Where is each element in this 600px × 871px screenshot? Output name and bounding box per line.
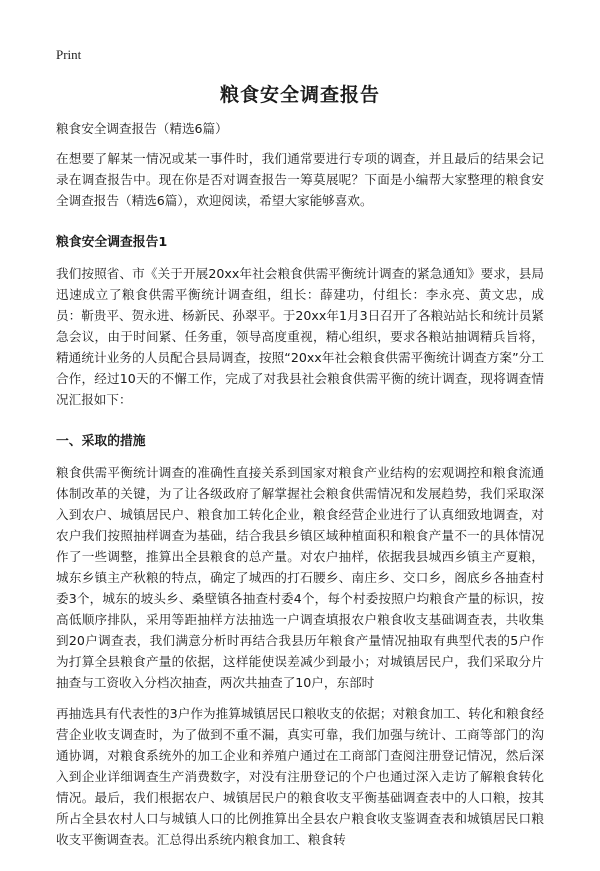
document-subtitle: 粮食安全调查报告（精选6篇） <box>56 121 228 136</box>
section-heading-1: 粮食安全调查报告1 <box>56 235 168 250</box>
intro-paragraph: 在想要了解某一情况或某一事件时，我们通常要进行专项的调查，并且最后的结果会记录在调查报告中。现在你是否对调查报告一筹莫展呢？下面是小编帮大家整理的粮食安全调查报告（精选6篇），欢迎阅读，希望大家能够喜欢。 <box>56 151 544 208</box>
document-body <box>56 118 544 871</box>
measures-paragraph-2: 再抽选具有代表性的3户作为推算城镇居民口粮收支的依据；对粮食加工、转化和粮食经营企业收支调查时，为了做到不重不漏，真实可靠，我们加强与统计、工商等部门的沟通协调，对粮食系统外的加工企业和养殖户通过在工商部门查阅注册登记情况，然后深入到企业详细调查生产消费数字，对没有注册登记的个户也通过深入走访了解粮食转化情况。最后，我们根据农户、城镇居民户的粮食收支平衡基础调查表中的人口粮，按其所占全县农村人口与城镇人口的比例推算出全县农户粮食收支鉴调查表和城镇居民口粮收支平衡调查表。汇总得出系统内粮食加工、粮食转 <box>56 706 544 847</box>
section1-paragraph: 我们按照省、市《关于开展20xx年社会粮食供需平衡统计调查的紧急通知》要求，县局迅速成立了粮食供需平衡统计调查组，组长：薛建功，付组长：李永亮、黄文忠，成员：靳贵平、贺永进、杨新民、孙翠平。于20xx年1月3日召开了各粮站站长和统计员紧急会议，由于时间紧、任务重，领导高度重视，精心组织，要求各粮站抽调精兵旨将，精通统计业务的人员配合县局调查，按照“20xx年社会粮食供需平衡统计调查方案”分工合作，经过10天的不懈工作，完成了对我县社会粮食供需平衡的统计调查，现将调查情况汇报如下： <box>56 266 544 407</box>
page-title: 粮食安全调查报告 <box>219 84 380 106</box>
print-link[interactable]: Print <box>56 47 82 62</box>
measures-paragraph-1: 粮食供需平衡统计调查的准确性直接关系到国家对粮食产业结构的宏观调控和粮食流通体制改革的关键，为了让各级政府了解掌握社会粮食供需情况和发展趋势，我们采取深入到农户、城镇居民户、粮食加工转化企业，粮食经营企业进行了认真细致地调查，对农户我们按照抽样调查为基础，结合我县乡镇区域种植面积和粮食产量不一的具体情况作了一些调整，推算出全县粮食的总产量。对农户抽样，依据我县城西乡镇主产夏粮，城东乡镇主产秋粮的特点，确定了城西的打石腰乡、南庄乡、交口乡，阁底乡各抽查村委3个，城东的坡头乡、桑壁镇各抽查村委4个，每个村委按照户均粮食产量的标识，按高低顺序排队，采用等距抽样方法抽选一户调查填报农户粮食收支基础调查表，共收集到20户调查表，我们满意分析时再结合我县历年粮食产量情况抽取有典型代表的5户作为打算全县粮食产量的依据，这样能使误差减少到最小；对城镇居民户，我们采取分片抽查与工资收入分档次抽查，两次共抽查了10户，东部时 <box>56 465 544 690</box>
measures-heading: 一、采取的措施 <box>56 434 146 449</box>
